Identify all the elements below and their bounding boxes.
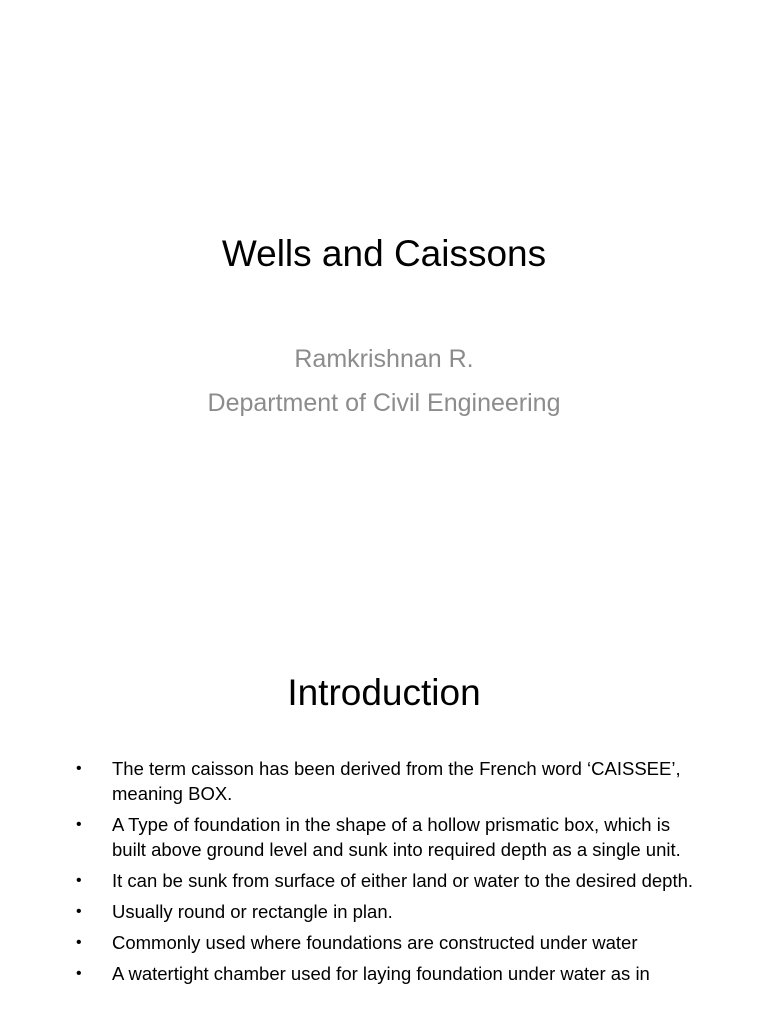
bullet-text: Usually round or rectangle in plan. — [112, 901, 393, 922]
bullet-text: A watertight chamber used for laying foundation under water as in — [112, 963, 650, 984]
bullet-text: A Type of foundation in the shape of a hollow prismatic box, which is built above ground level and sunk into required depth as a single unit. — [112, 814, 681, 860]
list-item — [76, 961, 696, 986]
slide-subtitle — [0, 337, 768, 425]
bullet-list — [76, 756, 696, 992]
list-item — [76, 868, 696, 893]
bullet-icon: • — [76, 965, 82, 982]
bullet-text: Commonly used where foundations are constructed under water — [112, 932, 638, 953]
introduction-slide — [0, 576, 768, 1024]
bullet-icon: • — [76, 903, 82, 920]
list-item — [76, 756, 696, 806]
list-item — [76, 899, 696, 924]
list-item — [76, 812, 696, 862]
bullet-text: It can be sunk from surface of either land or water to the desired depth. — [112, 870, 694, 891]
bullet-icon: • — [76, 872, 82, 889]
list-item — [76, 930, 696, 955]
bullet-icon: • — [76, 816, 82, 833]
bullet-text: The term caisson has been derived from the French word ‘CAISSEE’, meaning BOX. — [112, 758, 681, 804]
department-name: Department of Civil Engineering — [207, 389, 561, 417]
slide-title: Wells and Caissons — [221, 233, 547, 274]
bullet-icon: • — [76, 760, 82, 777]
author-name: Ramkrishnan R. — [294, 345, 474, 373]
bullet-icon: • — [76, 934, 82, 951]
slide-title: Introduction — [287, 672, 481, 713]
